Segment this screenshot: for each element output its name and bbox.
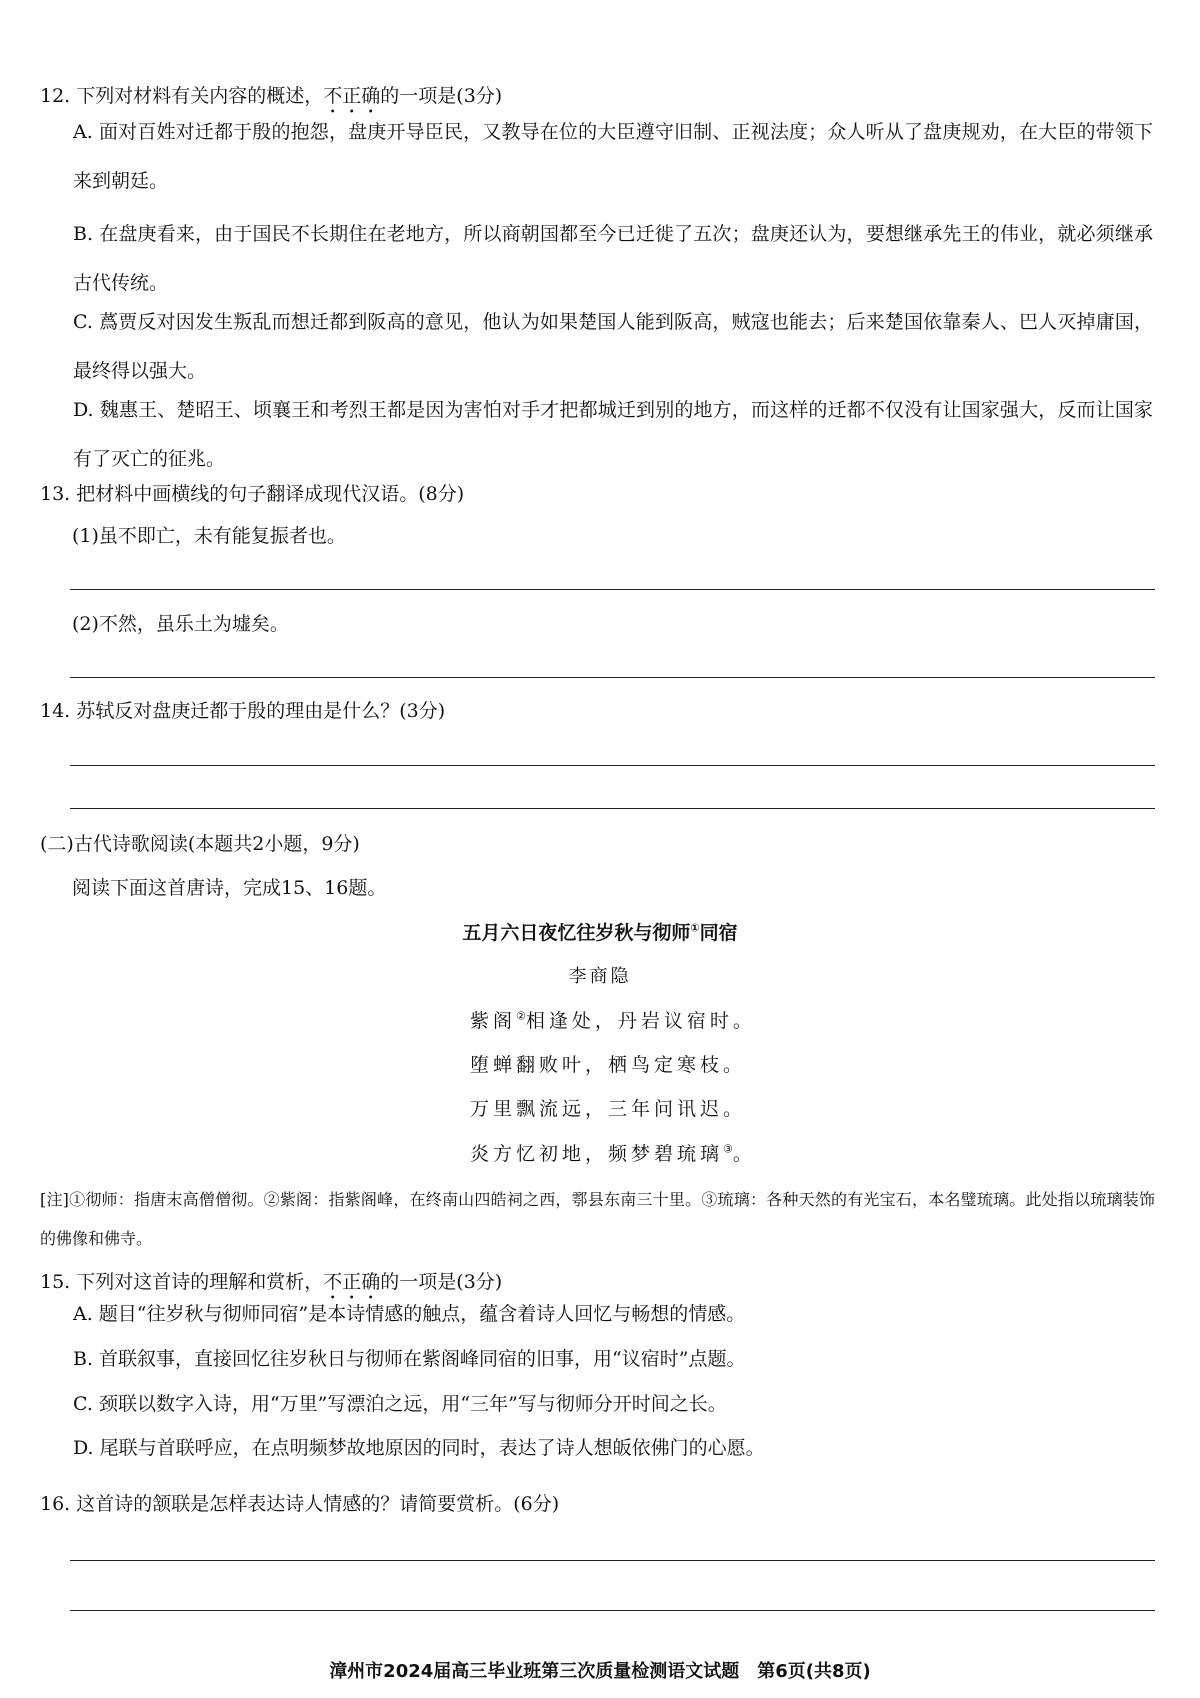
q15-option-c: C. 颈联以数字入诗，用“万里”写漂泊之远，用“三年”写与彻师分开时间之长。 bbox=[73, 1393, 727, 1415]
section-instruction: 阅读下面这首唐诗，完成15、16题。 bbox=[72, 877, 387, 899]
section-heading: (二)古代诗歌阅读(本题共2小题，9分) bbox=[40, 833, 360, 855]
note-mark: ① bbox=[690, 921, 700, 935]
answer-line[interactable] bbox=[70, 808, 1155, 809]
poem-title bbox=[0, 918, 1200, 945]
answer-line[interactable] bbox=[70, 589, 1155, 590]
note-mark: ② bbox=[516, 1009, 526, 1023]
q12-option-c: C. 蔿贾反对因发生叛乱而想迁都到阪高的意见，他认为如果楚国人能到阪高，贼寇也能去；后来楚国依靠秦人、巴人灭掉庸国，最终得以强大。 bbox=[73, 311, 1153, 382]
q15-emphasis: 不正确 bbox=[323, 1271, 381, 1293]
answer-line[interactable] bbox=[70, 1610, 1155, 1611]
poem-line-4a: 炎方忆初地，频梦碧琉璃 bbox=[470, 1143, 724, 1165]
q16-title: 16. 这首诗的颔联是怎样表达诗人情感的？请简要赏析。(6分) bbox=[40, 1493, 560, 1515]
answer-line[interactable] bbox=[70, 677, 1155, 678]
q15-option-d: D. 尾联与首联呼应，在点明频梦故地原因的同时，表达了诗人想皈依佛门的心愿。 bbox=[73, 1437, 765, 1459]
q13-sentence-2: (2)不然，虽乐土为墟矣。 bbox=[72, 613, 289, 635]
answer-line[interactable] bbox=[70, 1560, 1155, 1561]
poem-line-4b: 。 bbox=[732, 1143, 756, 1165]
poem-line-3: 万里飘流远，三年问讯迟。 bbox=[470, 1098, 747, 1120]
q14-title: 14. 苏轼反对盘庚迁都于殷的理由是什么？(3分) bbox=[40, 700, 446, 722]
q12-option-a: A. 面对百姓对迁都于殷的抱怨，盘庚开导臣民，又教导在位的大臣遵守旧制、正视法度；众人听从了盘庚规劝，在大臣的带领下来到朝廷。 bbox=[73, 121, 1153, 192]
q13-title: 13. 把材料中画横线的句子翻译成现代汉语。(8分) bbox=[40, 483, 465, 505]
answer-line[interactable] bbox=[70, 765, 1155, 766]
poem-title-end: 同宿 bbox=[699, 922, 738, 944]
q12-prefix: 12. 下列对材料有关内容的概述， bbox=[40, 85, 324, 107]
note-mark: ③ bbox=[723, 1142, 733, 1156]
poem-line-4 bbox=[470, 1139, 756, 1166]
poem-title-text: 五月六日夜忆往岁秋与彻师 bbox=[462, 922, 691, 944]
q12-suffix: 的一项是(3分) bbox=[380, 85, 503, 107]
q15-prefix: 15. 下列对这首诗的理解和赏析， bbox=[40, 1271, 324, 1293]
poem-line-1a: 紫阁 bbox=[470, 1010, 517, 1032]
q13-sentence-1: (1)虽不即亡，未有能复振者也。 bbox=[72, 525, 346, 547]
poem-author: 李商隐 bbox=[568, 966, 632, 987]
q12-option-d: D. 魏惠王、楚昭王、顷襄王和考烈王都是因为害怕对手才把都城迁到别的地方，而这样的迁都不仅没有让国家强大，反而让国家有了灭亡的征兆。 bbox=[73, 399, 1153, 470]
poem-line-1 bbox=[470, 1006, 756, 1033]
poem-line-1b: 相逢处，丹岩议宿时。 bbox=[525, 1010, 756, 1032]
q15-option-a: A. 题目“往岁秋与彻师同宿”是本诗情感的触点，蕴含着诗人回忆与畅想的情感。 bbox=[73, 1303, 746, 1325]
q12-emphasis: 不正确 bbox=[323, 85, 381, 107]
q15-option-b: B. 首联叙事，直接回忆往岁秋日与彻师在紫阁峰同宿的旧事，用“议宿时”点题。 bbox=[73, 1348, 746, 1370]
poem-notes: [注]①彻师：指唐末高僧僧彻。②紫阁：指紫阁峰，在终南山四皓祠之西，鄠县东南三十里。③琉璃：各种天然的有光宝石，本名璧琉璃。此处指以琉璃装饰的佛像和佛寺。 bbox=[40, 1190, 1155, 1248]
poem-line-2: 堕蝉翻败叶，栖鸟定寒枝。 bbox=[470, 1054, 747, 1076]
q12-option-b: B. 在盘庚看来，由于国民不长期住在老地方，所以商朝国都至今已迁徙了五次；盘庚还认为，要想继承先王的伟业，就必须继承古代传统。 bbox=[73, 223, 1153, 294]
page-footer: 漳州市2024届高三毕业班第三次质量检测语文试题 第6页(共8页) bbox=[329, 1661, 871, 1682]
q15-suffix: 的一项是(3分) bbox=[380, 1271, 503, 1293]
